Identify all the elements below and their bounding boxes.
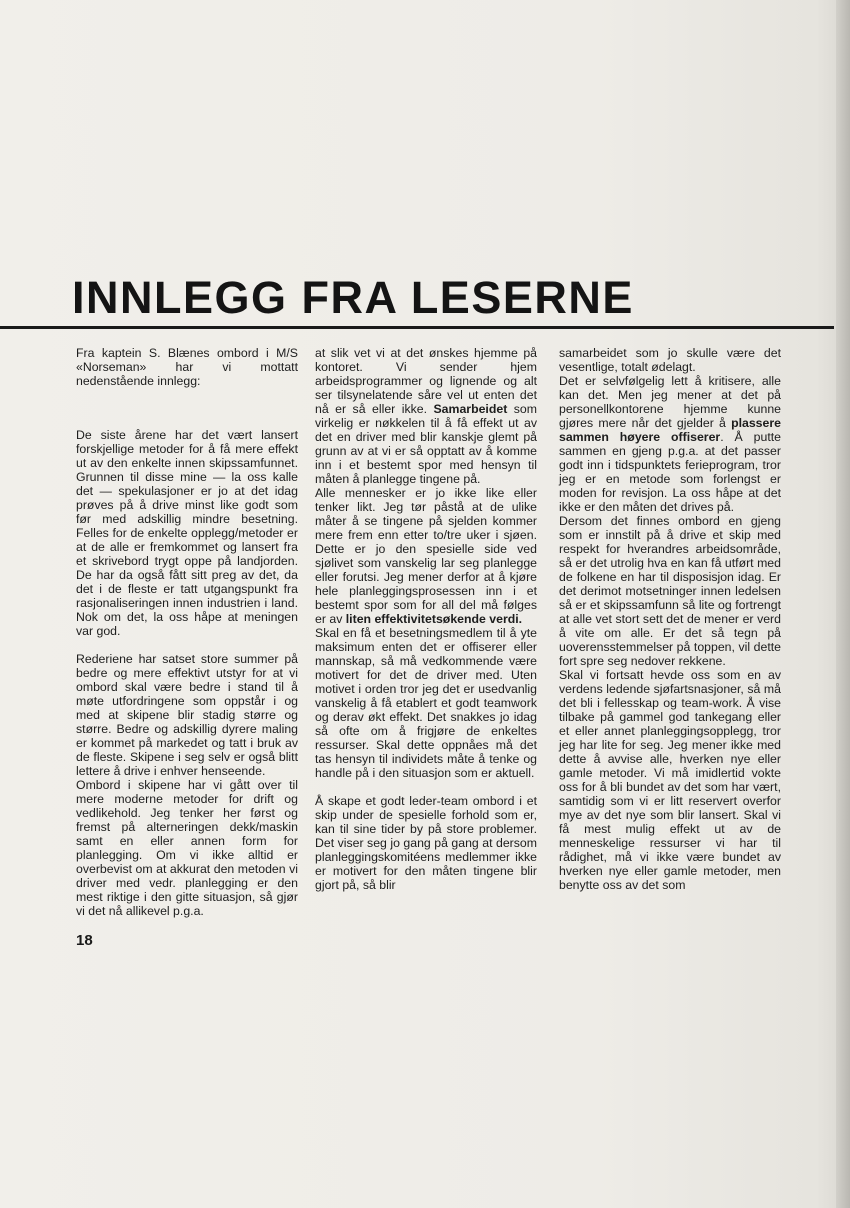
emphasis-text: liten effektivitetsøkende verdi. (345, 612, 523, 626)
paragraph: Å skape et godt leder-team ombord i et skip under de spesielle forhold som er, kan til sine tider by på store problemer. Det viser seg jo gang på gang at dersom planleggingskomitéens medlemmer ikke er motivert for den måten tingene blir gjort på, så blir (315, 794, 537, 892)
paragraph: De siste årene har det vært lansert forskjellige metoder for å få mere effekt ut av den enkelte innen skipssamfunnet. Grunnen til disse mine — la oss kalle det — spekulasjoner er jo at det idag prøves på å drive minst like godt som før med adskillig mindre besetning. Felles for de enkelte opplegg/metoder er at de alle er fremkommet og lansert fra et skrivebord trygt oppe på landjorden. De har da også fått sitt preg av det, da det i de fleste er tatt utgangspunkt fra rasjonaliseringen innen industrien i land. Nok om det, la oss håpe at meningen var god. (76, 428, 298, 638)
emphasis-text: plassere sammen høyere offiserer (559, 416, 781, 444)
paragraph: Rederiene har satset store summer på bedre og mere effektivt utstyr for at vi ombord skal være bedre i stand til å møte utfordringene som oppstår i og med at skipene blir stadig større og større. Bedre og adskillig dyrere maling er kommet på markedet og tatt i bruk av de fleste. Skipene i seg selv er også blitt lettere å drive i enhver henseende. (76, 652, 298, 778)
paragraph (315, 346, 537, 486)
heading-rule (0, 326, 834, 329)
paragraph-text: Det er selvfølgelig lett å kritisere, alle kan det. Men jeg mener at det på personellkontorene hjemme kunne gjøres mere når det gjelder å (559, 374, 781, 430)
page-heading: INNLEGG FRA LESERNE (72, 272, 634, 323)
emphasis-text: Samarbeidet (433, 402, 508, 416)
paragraph: Dersom det finnes ombord en gjeng som er innstilt på å drive et skip med respekt for hverandres arbeidsområde, så er det utrolig hva en kan få utført med de folkene en har til disposisjon idag. Er det derimot motsetninger innen ledelsen så er et skipssamfunn så lite og fortrengt at alle vet stort sett det de mener er verd å vite om alle. Er det så tegn på uoverensstemmelser på toppen, vil dette fort spre seg nedover rekkene. (559, 514, 781, 668)
paragraph-text: at slik vet vi at det ønskes hjemme på kontoret. Vi sender hjem arbeidsprogrammer og lignende og alt ser tilsynelatende såre vel ut enten det nå er så eller ikke. (315, 346, 537, 416)
paragraph (315, 486, 537, 626)
paragraph-text: Alle mennesker er jo ikke like eller tenker likt. Jeg tør påstå at de ulike måter å se tingene på sjelden kommer mere frem enn etter to/tre uker i sjøen. Dette er jo den spesielle side ved sjølivet som vanskelig lar seg planlegge eller forutsi. Jeg mener derfor at å kjøre hele planleggingsprosessen inn i et bestemt spor som for all del må følges er av (315, 486, 537, 626)
paragraph: Ombord i skipene har vi gått over til mere moderne metoder for drift og vedlikehold. Jeg tenker her først og fremst på alterneringen dekk/maskin samt en eller annen form for planlegging. Om vi ikke alltid er overbevist om at akkurat den metoden vi driver med vedr. planlegging er den mest riktige i den gitte situasjon, så gjør vi det nå allikevel p.g.a. (76, 778, 298, 918)
page-number: 18 (76, 932, 93, 949)
paragraph-text: . Å putte sammen en gjeng p.g.a. at det passer godt inn i tidspunktets ferieprogram, tror jeg er en metode som forlengst er moden for revisjon. La oss håpe at det ikke er den måten det drives på. (559, 430, 781, 514)
paragraph: Skal vi fortsatt hevde oss som en av verdens ledende sjøfartsnasjoner, så må det bli i fellesskap og team-work. Å vise tilbake på gammel god tankegang eller et eller annet planleggingsopplegg, tror jeg har lite for seg. Jeg mener ikke med dette å avvise alle, hverken nye eller gamle metoder. Vi må imidlertid vokte oss for å bli bundet av det som har vært, samtidig som vi er litt reservert overfor mye av det nye som blir lansert. Skal vi få mest mulig effekt ut av de menneskelige ressurser vi har til rådighet, må vi ikke være bundet av hverken nye eller gamle metoder, men benytte oss av det som (559, 668, 781, 892)
page-edge-shadow (836, 0, 850, 1208)
text-column-2 (315, 346, 537, 892)
paragraph-text: som virkelig er nøkkelen til å få effekt ut av det en driver med blir kanskje glemt på grunn av at vi er så opptatt av å komme inn i et bestemt spor med hensyn til måten å planlegge tingene på. (315, 402, 537, 486)
intro-paragraph: Fra kaptein S. Blænes ombord i M/S «Norseman» har vi mottatt nedenstående innlegg: (76, 346, 298, 388)
paragraph: Skal en få et besetningsmedlem til å yte maksimum enten det er offiserer eller mannskap, så må vedkommende være motivert for det de driver med. Uten motivet i orden tror jeg det er usedvanlig vanskelig å få etablert et godt teamwork og derav økt effekt. Det snakkes jo idag så ofte om å frigjøre de enkeltes ressurser. Skal dette oppnåes må det tas hensyn til individets måte å tenke og handle på i den situasjon som er aktuell. (315, 626, 537, 780)
paragraph: samarbeidet som jo skulle være det vesentlige, totalt ødelagt. (559, 346, 781, 374)
text-column-3 (559, 346, 781, 892)
text-column-1 (76, 346, 298, 918)
paragraph (559, 374, 781, 514)
